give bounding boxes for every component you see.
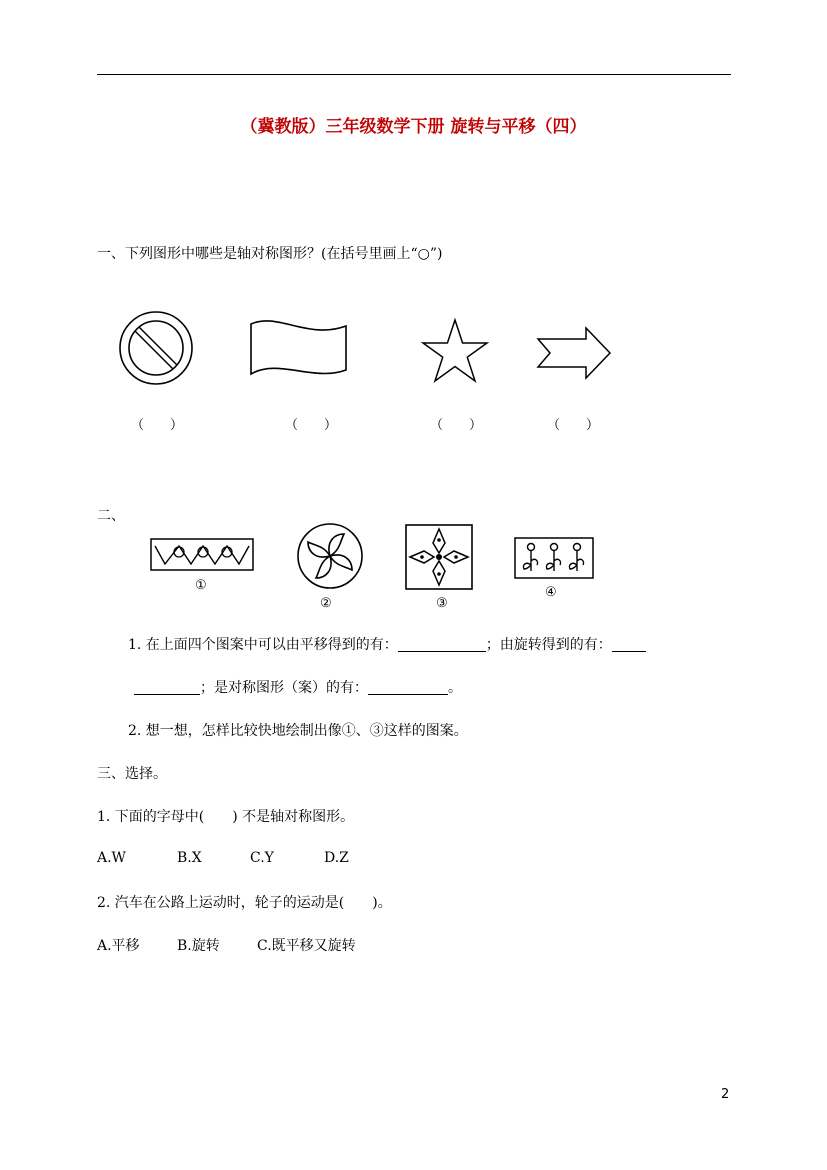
pinwheel-pattern-icon xyxy=(296,522,364,590)
header-rule xyxy=(97,74,731,75)
q3-heading: 三、选择。 xyxy=(97,766,167,782)
q3-item1: 1. 下面的字母中( ) 不是轴对称图形。 xyxy=(97,809,355,825)
star-icon xyxy=(420,318,490,384)
rotation-answer-blank-part2[interactable] xyxy=(134,680,200,695)
q1-answer-paren-2[interactable]: （ ） xyxy=(285,418,338,433)
page-title: （冀教版）三年级数学下册 旋转与平移（四） xyxy=(240,117,587,137)
q3-item2-option-b[interactable]: B.旋转 xyxy=(177,938,220,954)
pattern-label-1: ① xyxy=(195,578,207,593)
q2-sub1-line2 xyxy=(134,677,462,697)
q1-heading: 一、下列图形中哪些是轴对称图形？(在括号里画上“○”) xyxy=(97,246,443,262)
rotation-answer-blank-part1[interactable] xyxy=(612,637,646,652)
q2-sub2: 2. 想一想，怎样比较快地绘制出像①、③这样的图案。 xyxy=(128,723,468,739)
translation-answer-blank[interactable] xyxy=(398,637,486,652)
q2-sub1-text-b: ；由旋转得到的有： xyxy=(485,637,612,653)
wavy-flag-icon xyxy=(248,318,348,380)
q2-heading: 二、 xyxy=(97,508,125,524)
q2-sub1-text-c: ；是对称图形（案）的有： xyxy=(200,680,368,696)
q3-item1-option-d[interactable]: D.Z xyxy=(324,850,349,866)
flower-pattern-icon xyxy=(514,537,594,579)
q3-item1-option-b[interactable]: B.X xyxy=(177,850,202,866)
pattern-label-4: ④ xyxy=(545,585,557,600)
no-entry-sign-icon xyxy=(118,310,194,386)
diamond-cross-pattern-icon xyxy=(404,523,474,591)
q3-item1-option-c[interactable]: C.Y xyxy=(250,850,274,866)
symmetric-answer-blank[interactable] xyxy=(368,680,448,695)
arrow-icon xyxy=(536,326,612,380)
q3-item2-option-c[interactable]: C.既平移又旋转 xyxy=(257,938,356,954)
q3-item1-option-a[interactable]: A.W xyxy=(97,850,126,866)
q2-sub1-line1 xyxy=(128,634,646,654)
page-number: 2 xyxy=(721,1087,730,1102)
q3-item2: 2. 汽车在公路上运动时，轮子的运动是( )。 xyxy=(97,895,392,911)
q3-item2-option-a[interactable]: A.平移 xyxy=(97,938,140,954)
pattern-label-3: ③ xyxy=(436,596,448,611)
q2-sub1-end: 。 xyxy=(448,680,462,696)
q2-sub1-text-a: 1. 在上面四个图案中可以由平移得到的有： xyxy=(128,637,398,653)
q1-answer-paren-4[interactable]: （ ） xyxy=(547,418,600,433)
crown-pattern-icon xyxy=(150,538,254,572)
q1-answer-paren-3[interactable]: （ ） xyxy=(430,418,483,433)
q1-answer-paren-1[interactable]: （ ） xyxy=(131,418,184,433)
pattern-label-2: ② xyxy=(320,596,332,611)
